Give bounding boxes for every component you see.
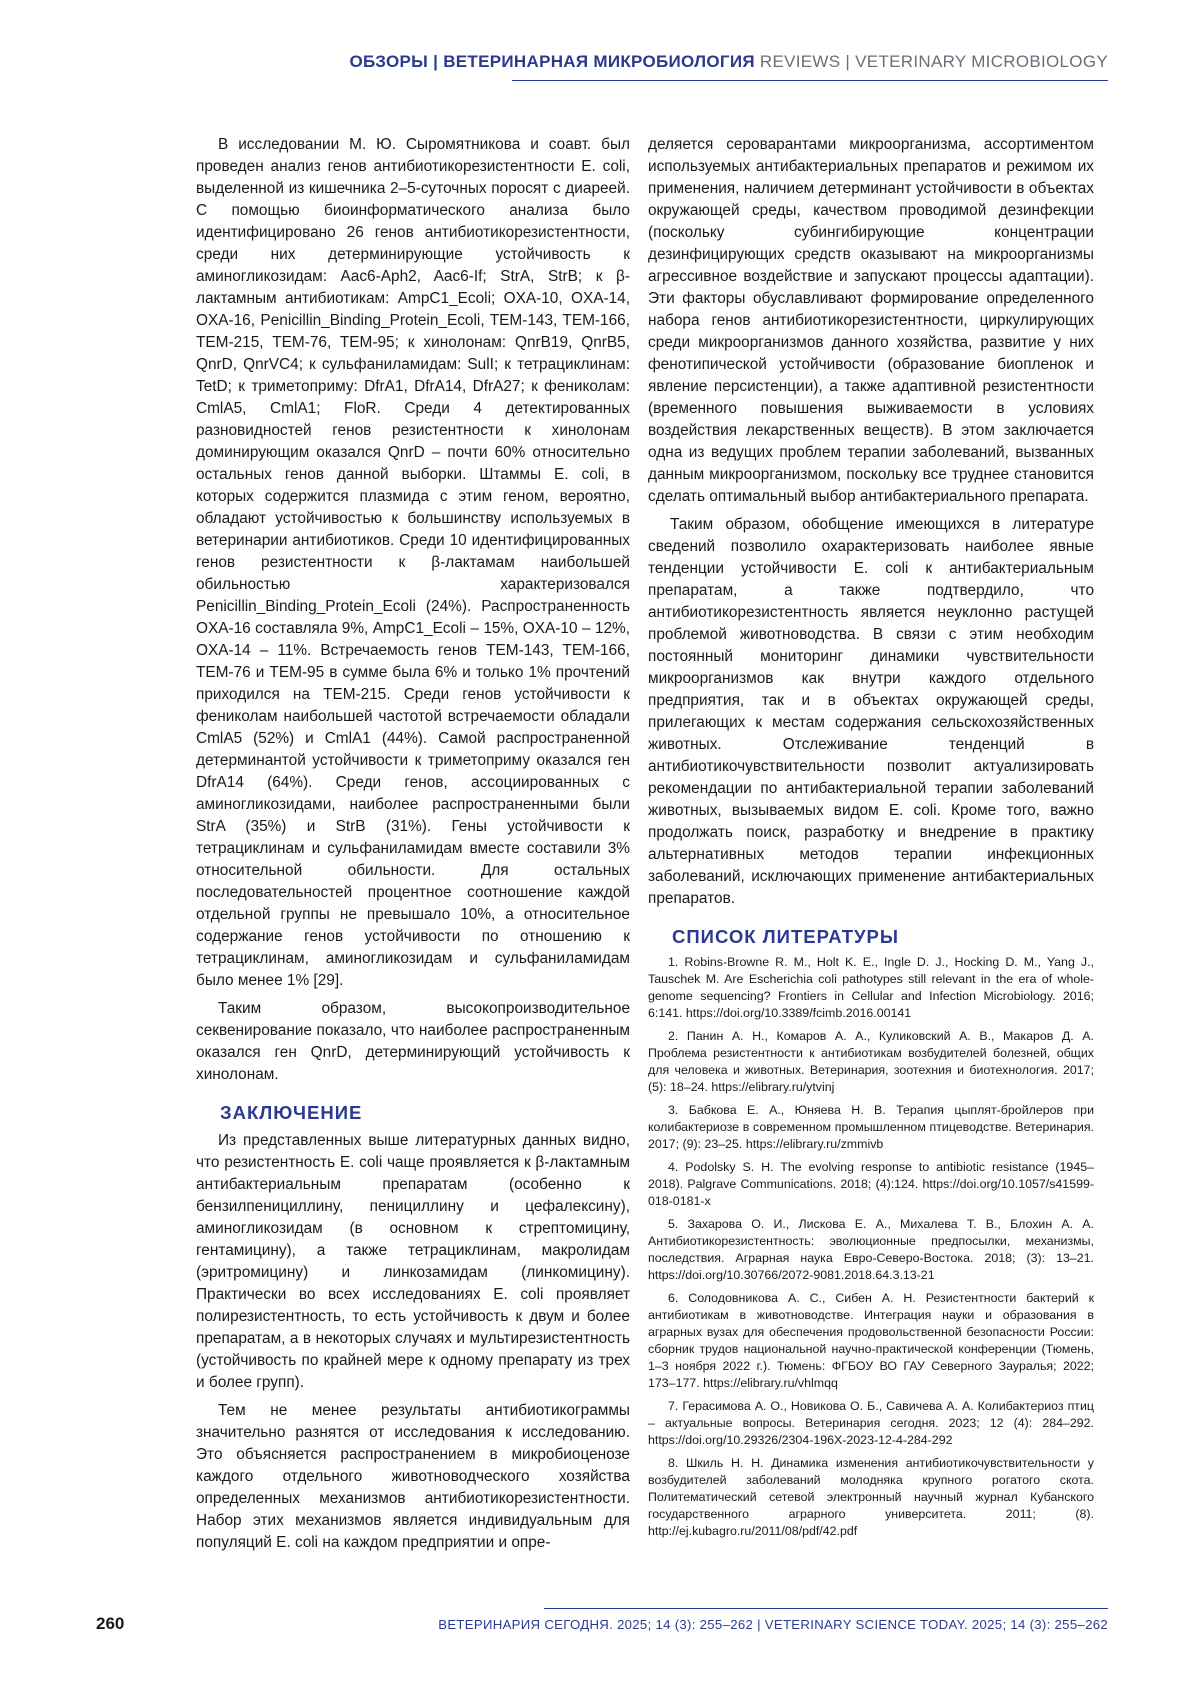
section-title-references: СПИСОК ЛИТЕРАТУРЫ	[672, 926, 900, 947]
paragraph: деляется сероварантами микроорганизма, ассортиментом используемых антибактериальных препаратов и режимом их применения, наличием детерминант устойчивости в объектах окружающей среды, качеством проводимой дезинфекции (поскольку субингибирующие концентрации дезинфицирующих средств оказывают на микроорганизмы агрессивное воздействие и запускают процессы адаптации). Эти факторы обуславливают формирование определенного набора генов антибиотикорезистентности, циркулирующих среди микроорганизмов данного хозяйства, развитие у них фенотипической устойчивости (образование биопленок и явление персистенции), а также адаптивной резистентности (временного повышения выживаемости в условиях воздействия лекарственных веществ). В этом заключается одна из ведущих проблем терапии заболеваний, вызванных данным микроорганизмом, поскольку все труднее становится сделать оптимальный выбор антибактериального препарата.	[648, 136, 1094, 505]
footer-journal-citation: ВЕТЕРИНАРИЯ СЕГОДНЯ. 2025; 14 (3): 255–262 | VETERINARY SCIENCE TODAY. 2025; 14 (3): 255–262	[438, 1617, 1108, 1632]
running-head-ru: ОБЗОРЫ | ВЕТЕРИНАРНАЯ МИКРОБИОЛОГИЯ	[349, 52, 755, 71]
reference-item: 8. Шкиль Н. Н. Динамика изменения антибиотикочувствительности у возбудителей заболеваний молодняка крупного рогатого скота. Политематический сетевой электронный научный журнал Кубанского государственного аграрного университета. 2011; (8). http://ej.kubagro.ru/2011/08/pdf/42.pdf	[648, 1456, 1094, 1538]
left-column	[196, 134, 630, 1554]
footer-rule	[544, 1608, 1108, 1609]
paragraph: В исследовании М. Ю. Сыромятникова и соавт. был проведен анализ генов антибиотикорезистентности E. coli, выделенной из кишечника 2–5-суточных поросят с диареей. С помощью биоинформатического анализа было идентифицировано 26 генов антибиотикорезистентности, среди них детерминирующие устойчивость к аминогликозидам: Aac6-Aph2, Aac6-If; StrA, StrB; к β-лактамным антибиотикам: AmpC1_Ecoli; OXA-10, OXA-14, OXA-16, Penicillin_Binding_Protein_Ecoli, TEM-143, TEM-166, TEM-215, TEM-76, TEM-95; к хинолонам: QnrB19, QnrB5, QnrD, QnrVC4; к сульфаниламидам: SulI; к тетрациклинам: TetD; к триметоприму: DfrA1, DfrA14, DfrA27; к фениколам: CmlA5, CmlA1; FloR. Среди 4 детектированных разновидностей генов резистентности к хинолонам доминирующим оказался QnrD – почти 60% относительно остальных генов данной выборки. Штаммы E. coli, в которых содержится плазмида с этим геном, вероятно, обладают устойчивостью к большинству используемых в ветеринарии антибиотиков. Среди 10 идентифицированных генов резистентности к β-лактамам наибольшей обильностью характеризовался Penicillin_Binding_Protein_Ecoli (24%). Распространенность OXA-16 составляла 9%, AmpC1_Ecoli – 15%, OXA-10 – 12%, OXA-14 – 11%. Встречаемость генов TEM-143, TEM-166, TEM-76 и TEM-95 в сумме была 6% и только 1% прочтений приходился на TEM-215. Среди генов устойчивости к фениколам наибольшей частотой встречаемости обладали CmlA5 (52%) и CmlA1 (44%). Самой распространенной детерминантой устойчивости к триметоприму оказался ген DfrA14 (64%). Среди генов, ассоциированных с аминогликозидами, наиболее распространенными были StrA (35%) и StrB (31%). Гены устойчивости к тетрациклинам и сульфаниламидам вместе составили 3% относительной обильности. Для остальных последовательностей процентное соотношение каждой отдельной группы не превышало 10%, а относительное содержание генов устойчивости по отношению к тетрациклинам, аминогликозидам и сульфаниламидам было менее 1% [29].	[196, 136, 630, 989]
paragraph: Таким образом, высокопроизводительное секвенирование показало, что наиболее распространенным оказался ген QnrD, детерминирующий устойчивость к хинолонам.	[196, 1000, 630, 1083]
reference-item: 6. Солодовникова А. С., Сибен А. Н. Резистентности бактерий к антибиотикам в животноводстве. Интеграция науки и образования в аграрных вузах для обеспечения продовольственной безопасности России: сборник трудов национальной научно-практической конференции (Тюмень, 1–3 ноября 2022 г.). Тюмень: ФГБОУ ВО ГАУ Северного Зауралья; 2022; 173–177. https://elibrary.ru/vhlmqq	[648, 1291, 1094, 1390]
reference-item: 5. Захарова О. И., Лискова Е. А., Михалева Т. В., Блохин А. А. Антибиотикорезистентность: эволюционные предпосылки, механизмы, последствия. Аграрная наука Евро-Северо-Востока. 2018; (3): 13–21. https://doi.org/10.30766/2072-9081.2018.64.3.13-21	[648, 1217, 1094, 1282]
paragraph: Таким образом, обобщение имеющихся в литературе сведений позволило охарактеризовать наиболее явные тенденции устойчивости E. coli к антибактериальным препаратам, а также подтвердило, что антибиотикорезистентность является неуклонно растущей проблемой животноводства. В связи с этим необходим постоянный мониторинг динамики чувствительности микроорганизмов как внутри каждого отдельного предприятия, так и в объектах окружающей среды, прилегающих к местам содержания сельскохозяйственных животных. Отслеживание тенденций в антибиотикочувствительности позволит актуализировать рекомендации по антибактериальной терапии заболеваний животных, вызываемых видом E. coli. Кроме того, важно продолжать поиск, разработку и внедрение в практику альтернативных методов терапии инфекционных заболеваний, исключающих применение антибактериальных препаратов.	[648, 516, 1094, 907]
paragraph: Тем не менее результаты антибиотикограммы значительно разнятся от исследования к исследованию. Это объясняется распространением в микробиоценозе каждого отдельного животноводческого хозяйства определенных механизмов антибиотикорезистентности. Набор этих механизмов является индивидуальным для популяций E. coli на каждом предприятии и опре-	[196, 1402, 630, 1551]
reference-item: 4. Podolsky S. H. The evolving response to antibiotic resistance (1945–2018). Palgrave Communications. 2018; (4):124. https://doi.org/10.1057/s41599-018-0181-x	[648, 1160, 1094, 1208]
running-head-en: REVIEWS | VETERINARY MICROBIOLOGY	[759, 52, 1108, 71]
section-title-conclusion: ЗАКЛЮЧЕНИЕ	[220, 1102, 363, 1123]
header-rule	[512, 80, 1108, 81]
page-number: 260	[96, 1614, 125, 1633]
reference-item: 7. Герасимова А. О., Новикова О. Б., Савичева А. А. Колибактериоз птиц – актуальные вопросы. Ветеринария сегодня. 2023; 12 (4): 284–292. https://doi.org/10.29326/2304-196X-2023-12-4-284-292	[648, 1399, 1094, 1447]
reference-item: 1. Robins-Browne R. M., Holt K. E., Ingle D. J., Hocking D. M., Yang J., Tauschek M. Are Escherichia coli pathotypes still relevant in the era of whole-genome sequencing? Frontiers in Cellular and Infection Microbiology. 2016; 6:141. https://doi.org/10.3389/fcimb.2016.00141	[648, 955, 1094, 1020]
right-column	[648, 134, 1094, 1546]
paragraph: Из представленных выше литературных данных видно, что резистентность E. coli чаще проявляется к β-лактамным антибактериальным препаратам (особенно к бензилпенициллину, пенициллину и цефалексину), аминогликозидам (в основном к стрептомицину, гентамицину), а также тетрациклинам, макролидам (эритромицину) и линкозамидам (линкомицину). Практически во всех исследованиях E. coli проявляет полирезистентность, то есть устойчивость к двум и более препаратам, а в некоторых случаях и мультирезистентность (устойчивость по крайней мере к одному препарату из трех и более групп).	[196, 1132, 630, 1391]
reference-item: 3. Бабкова Е. А., Юняева Н. В. Терапия цыплят-бройлеров при колибактериозе в современном промышленном птицеводстве. Ветеринария. 2017; (9): 23–25. https://elibrary.ru/zmmivb	[648, 1103, 1094, 1151]
reference-list	[648, 954, 1094, 1540]
running-head	[349, 52, 1108, 72]
reference-item: 2. Панин А. Н., Комаров А. А., Куликовский А. В., Макаров Д. А. Проблема резистентности к антибиотикам возбудителей болезней, общих для человека и животных. Ветеринария, зоотехния и биотехнология. 2017; (5): 18–24. https://elibrary.ru/ytvinj	[648, 1029, 1094, 1094]
